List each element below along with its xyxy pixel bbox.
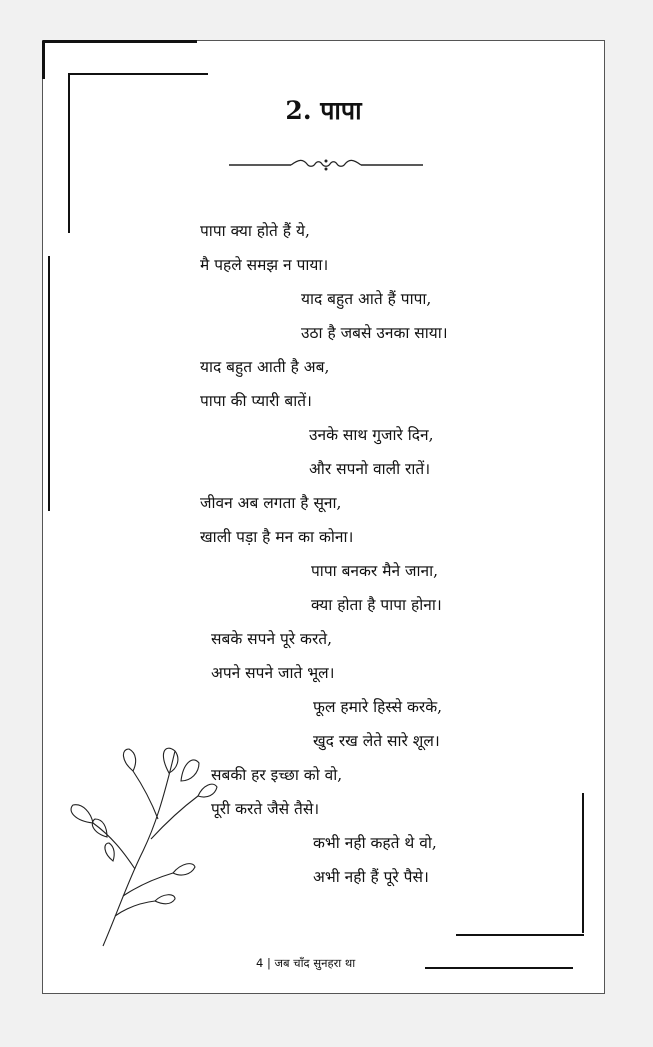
poem-line: कभी नही कहते थे वो,: [313, 834, 437, 852]
poem-line: पापा क्या होते हैं ये,: [200, 222, 310, 240]
poem-line: अभी नही हैं पूरे पैसे।: [313, 868, 429, 886]
poem-line: और सपनो वाली रातें।: [309, 460, 431, 478]
poem-line: फूल हमारे हिस्से करके,: [313, 698, 443, 716]
poem-line: उठा है जबसे उनका साया।: [301, 324, 448, 342]
page-title: 2. पापा: [285, 96, 362, 125]
leafy-branch-icon: [63, 741, 223, 951]
book-title: जब चाँद सुनहरा था: [274, 956, 356, 970]
poem-line: खाली पड़ा है मन का कोना।: [200, 528, 354, 546]
poem-line: मै पहले समझ न पाया।: [200, 256, 329, 274]
poem-line: उनके साथ गुजारे दिन,: [309, 426, 434, 444]
page-number: 4: [256, 956, 264, 970]
poem-line: सबकी हर इच्छा को वो,: [211, 766, 343, 784]
footer-separator: |: [266, 956, 271, 970]
poem-line: याद बहुत आते हैं पापा,: [301, 290, 432, 308]
poem-line: पापा बनकर मैने जाना,: [311, 562, 439, 580]
poem-line: खुद रख लेते सारे शूल।: [313, 732, 440, 750]
poem-line: अपने सपने जाते भूल।: [211, 664, 335, 682]
poem-line: क्या होता है पापा होना।: [311, 596, 442, 614]
poem-line: पापा की प्यारी बातें।: [200, 392, 312, 410]
poem-line: जीवन अब लगता है सूना,: [200, 494, 342, 512]
poem-line: पूरी करते जैसे तैसे।: [211, 800, 320, 818]
page-footer: [256, 956, 355, 971]
book-page: [42, 40, 605, 994]
poem-line: सबके सपने पूरे करते,: [211, 630, 333, 648]
poem-line: याद बहुत आती है अब,: [200, 358, 330, 376]
